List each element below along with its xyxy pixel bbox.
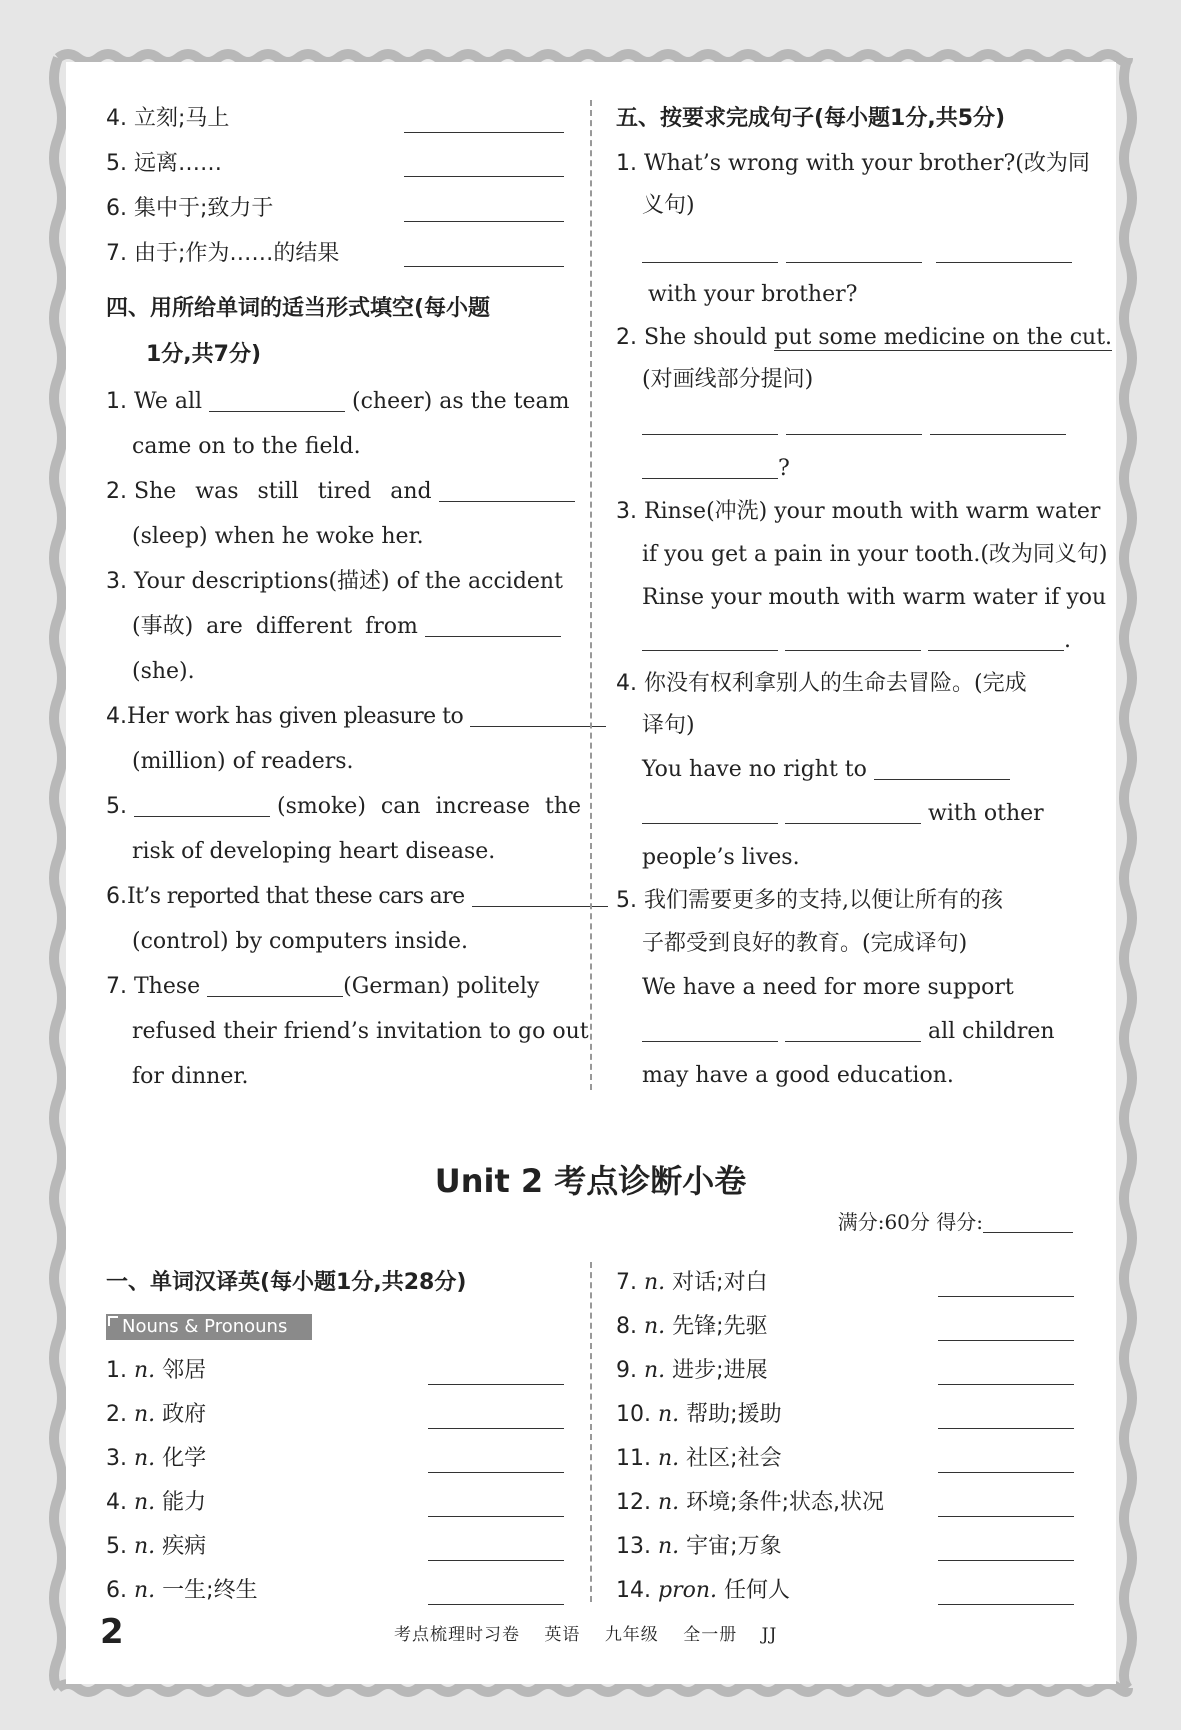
list-item: 5. 远离…… (106, 151, 223, 176)
list-item: 11. n. 社区;社会 (616, 1446, 782, 1471)
question-2-cont2: ? (642, 454, 790, 484)
category-tag: Nouns & Pronouns (106, 1314, 312, 1340)
answer-blank[interactable] (938, 1406, 1074, 1429)
list-item: 7. 由于;作为……的结果 (106, 241, 340, 266)
answer-blank[interactable] (428, 1406, 564, 1429)
question-5: 5. 我们需要更多的支持,以便让所有的孩 (616, 888, 1003, 913)
list-item: 12. n. 环境;条件;状态,状况 (616, 1490, 884, 1515)
question-3-cont: if you get a pain in your tooth.(改为同义句) (642, 542, 1108, 567)
answer-blank[interactable] (404, 110, 564, 133)
question-2: 2. She should put some medicine on the cut. (616, 325, 1113, 350)
answer-blank[interactable] (404, 154, 564, 177)
answer-blank[interactable] (928, 628, 1064, 651)
question-1-cont: 义句) (642, 193, 695, 218)
answer-blank[interactable] (874, 757, 1010, 780)
question-5-cont: 子都受到良好的教育。(完成译句) (642, 931, 968, 956)
question-4-cont2: You have no right to (642, 755, 1010, 785)
question-1-cont2: with your brother? (648, 282, 858, 307)
answer-blank[interactable] (642, 456, 778, 479)
list-item: 4. n. 能力 (106, 1490, 207, 1515)
list-item: 1. n. 邻居 (106, 1358, 207, 1383)
answer-blank[interactable] (786, 240, 922, 263)
question-3-cont2: Rinse your mouth with warm water if you (642, 585, 1107, 610)
list-item: 4. 立刻;马上 (106, 106, 230, 131)
answer-blank[interactable] (404, 244, 564, 267)
footer-grade: 九年级 (604, 1625, 659, 1645)
question-6: 6.It’s reported that these cars are (106, 882, 608, 912)
answer-blank[interactable] (938, 1274, 1074, 1297)
answer-blank[interactable] (428, 1450, 564, 1473)
column-divider (590, 100, 592, 1090)
answer-blank[interactable] (134, 794, 270, 817)
question-1: 1. We all (cheer) as the team (106, 389, 570, 414)
question-3: 3. Your descriptions(描述) of the accident (106, 569, 563, 594)
section-title: 五、按要求完成句子(每小题1分,共5分) (616, 106, 1006, 131)
question-2: 2. She was still tired and (106, 477, 575, 507)
answer-blank[interactable] (785, 1019, 921, 1042)
question-4-cont4: people’s lives. (642, 845, 800, 870)
answer-blank[interactable] (785, 801, 921, 824)
answer-blank[interactable] (642, 412, 778, 435)
footer-edition: JJ (761, 1625, 778, 1645)
answer-blank[interactable] (938, 1494, 1074, 1517)
question-4: 4.Her work has given pleasure to (106, 702, 606, 732)
answer-blank[interactable] (938, 1362, 1074, 1385)
score-line: 满分:60分 得分: (838, 1206, 1073, 1235)
question-4: 4. 你没有权利拿别人的生命去冒险。(完成 (616, 671, 1027, 696)
answer-blank[interactable] (428, 1582, 564, 1605)
answer-blank[interactable] (938, 1450, 1074, 1473)
answer-blank[interactable] (439, 479, 575, 502)
answer-blank[interactable] (425, 614, 561, 637)
footer-book: 考点梳理时习卷 (394, 1625, 520, 1645)
answer-blank[interactable] (428, 1362, 564, 1385)
footer-subject: 英语 (544, 1625, 581, 1645)
answer-blank[interactable] (472, 884, 608, 907)
question-5-cont4: may have a good education. (642, 1063, 954, 1088)
page-number: 2 (100, 1612, 124, 1652)
answer-blank[interactable] (404, 199, 564, 222)
question-3-cont2: (she). (132, 659, 195, 684)
list-item: 7. n. 对话;对白 (616, 1270, 768, 1295)
list-item: 9. n. 进步;进展 (616, 1358, 768, 1383)
section-title: 四、用所给单词的适当形式填空(每小题 (106, 296, 491, 321)
list-item: 8. n. 先锋;先驱 (616, 1314, 768, 1339)
answer-blank[interactable] (786, 412, 922, 435)
score-blank[interactable] (983, 1210, 1073, 1233)
question-4-cont: (million) of readers. (132, 749, 354, 774)
answer-blank[interactable] (642, 801, 778, 824)
section-title: 一、单词汉译英(每小题1分,共28分) (106, 1270, 467, 1295)
list-item: 6. n. 一生;终生 (106, 1578, 258, 1603)
answer-blank[interactable] (642, 628, 778, 651)
answer-blank[interactable] (938, 1538, 1074, 1561)
section-title-cont: 1分,共7分) (146, 342, 262, 367)
footer-volume: 全一册 (683, 1625, 738, 1645)
answer-blank[interactable] (938, 1318, 1074, 1341)
question-7-cont: refused their friend’s invitation to go out (132, 1019, 589, 1044)
question-5-cont3: all children (642, 1017, 1055, 1047)
question-1-cont: came on to the field. (132, 434, 361, 459)
question-6-cont: (control) by computers inside. (132, 929, 469, 954)
list-item: 3. n. 化学 (106, 1446, 207, 1471)
answer-blank[interactable] (470, 704, 606, 727)
list-item: 6. 集中于;致力于 (106, 196, 274, 221)
question-5-cont: risk of developing heart disease. (132, 839, 496, 864)
question-3: 3. Rinse(冲洗) your mouth with warm water (616, 499, 1101, 524)
question-5-cont2: We have a need for more support (642, 975, 1014, 1000)
answer-blank[interactable] (938, 1582, 1074, 1605)
answer-blank[interactable] (428, 1494, 564, 1517)
list-item: 5. n. 疾病 (106, 1534, 207, 1559)
answer-blank[interactable] (930, 412, 1066, 435)
question-2-cont: (对画线部分提问) (642, 367, 814, 392)
unit-title: Unit 2 考点诊断小卷 (434, 1162, 747, 1200)
column-divider (590, 1262, 592, 1602)
question-7-cont2: for dinner. (132, 1064, 249, 1089)
list-item: 2. n. 政府 (106, 1402, 207, 1427)
question-3-cont3: . (642, 626, 1071, 656)
answer-blank[interactable] (642, 240, 778, 263)
question-7: 7. These (German) politely (106, 974, 540, 999)
answer-blank[interactable] (428, 1538, 564, 1561)
question-4-cont3: with other (642, 799, 1044, 829)
footer (394, 1620, 795, 1645)
question-1: 1. What’s wrong with your brother?(改为同 (616, 151, 1090, 176)
question-5: 5. (smoke) can increase the (106, 794, 582, 819)
list-item: 10. n. 帮助;援助 (616, 1402, 782, 1427)
question-3-cont: (事故) are different from (132, 612, 561, 642)
answer-blank[interactable] (207, 974, 343, 997)
question-2-cont: (sleep) when he woke her. (132, 524, 424, 549)
question-4-cont: 译句) (642, 713, 695, 738)
list-item: 14. pron. 任何人 (616, 1578, 791, 1603)
list-item: 13. n. 宇宙;万象 (616, 1534, 782, 1559)
answer-blank[interactable] (785, 628, 921, 651)
answer-blank[interactable] (642, 1019, 778, 1042)
answer-blank[interactable] (209, 389, 345, 412)
answer-blank[interactable] (936, 240, 1072, 263)
